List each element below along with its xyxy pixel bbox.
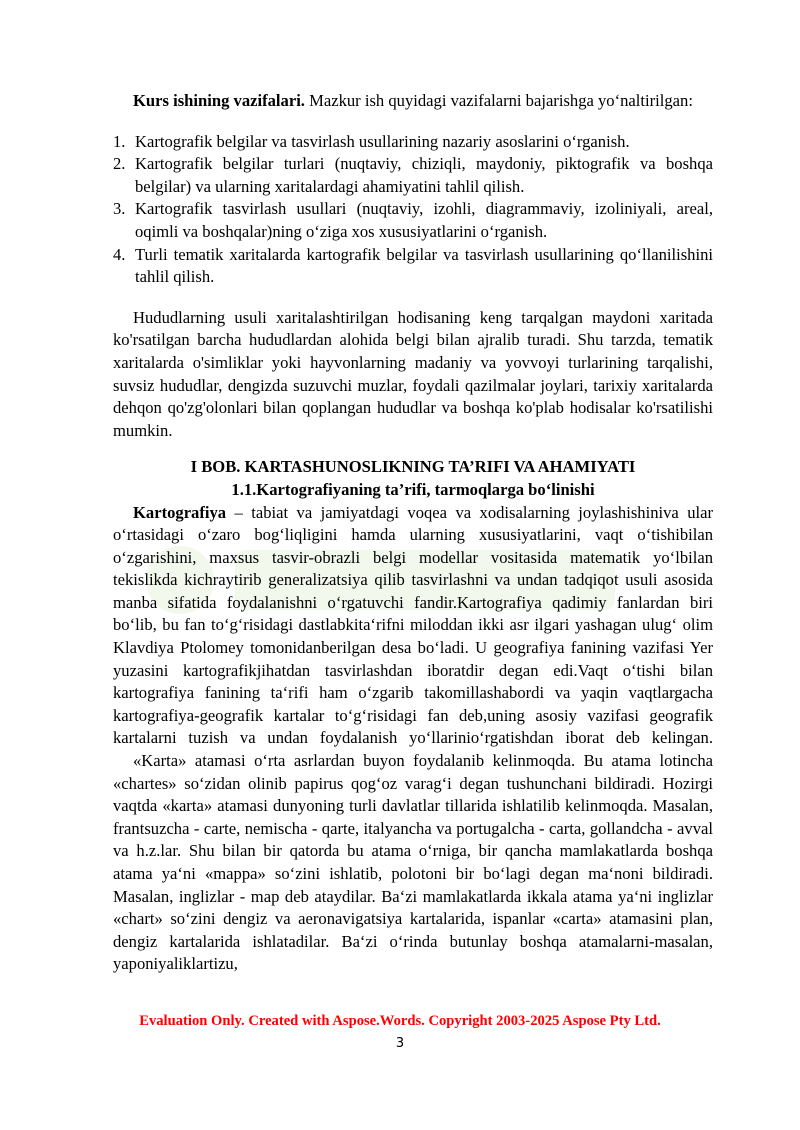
definition-term: Kartografiya: [133, 502, 227, 522]
evaluation-notice: Evaluation Only. Created with Aspose.Words. Copyright 2003-2025 Aspose Pty Ltd.: [139, 1013, 661, 1029]
tasks-intro-text: Mazkur ish quyidagi vazifalarni bajarishga yo‘naltirilgan:: [304, 91, 693, 110]
list-item-text: Kartografik tasvirlash usullari (nuqtaviy, izohli, diagrammaviy, izoliniyali, areal, oqimli va boshqalar)ning o‘ziga xos xususiyatlarini o‘rganish.: [135, 199, 713, 241]
list-item-text: Kartografik belgilar va tasvirlash usullarining nazariy asoslarini o‘rganish.: [135, 131, 630, 151]
tasks-list: [113, 131, 713, 289]
list-item: [113, 153, 713, 198]
list-item: [113, 244, 713, 289]
paragraph-karta: «Karta» atamasi o‘rta asrlardan buyon foydalanib kelinmoqda. Bu atama lotincha «chartes» so‘zidan olinib papirus qog‘oz varag‘i degan tushunchani bildiradi. Hozirgi vaqtda «karta» atamasi dunyoning turli davlatlar tillarida ishlatilib kelinmoqda. Masalan, frantsuzcha - carte, nemischa - qarte, italyancha va portugalcha - carta, gollandcha - avval va h.z.lar. Shu bilan bir qatorda bu atama o‘rniga, bir qancha mamlakatlarda boshqa atama ya‘ni «mappa» so‘zini ishlatib, polotoni bir bo‘lagi degan ma‘noni bildiradi. Masalan, inglizlar - map deb ataydilar. Ba‘zi mamlakatlarda ikkala atama ya‘ni inglizlar «chart» so‘zini dengiz va aeronavigatsiya kartalarida, ispanlar «carta» atamasini plan, dengiz kartalarida ishlatadilar. Ba‘zi o‘rinda butunlay boshqa atamalarni-masalan, yaponiyaliklartizu,: [113, 751, 713, 974]
paragraph-areas: Hududlarning usuli xaritalashtirilgan hodisaning keng tarqalgan maydoni xaritada ko'rsatilgan barcha hududlardan alohida belgi bilan ajralib turadi. Shu tarzda, tematik xaritalarda o'simliklar yoki hayvonlarning madaniy va yovvoyi turlarining tarqalishi, suvsiz hududlar, dengizda suzuvchi muzlar, foydali qazilmalar joylari, tarixiy xaritalarda dehqon qo'zg'olonlari bilan qoplangan hududlar va boshqa ko'plab hodisalar ko'rsatilishi mumkin.: [113, 307, 713, 440]
section-title: 1.1.Kartografiyaning ta’rifi, tarmoqlarga bo‘linishi: [231, 479, 595, 499]
chapter-title: I BOB. KARTASHUNOSLIKNING TA’RIFI VA AHAMIYATI: [190, 457, 636, 477]
list-item: [113, 131, 713, 154]
page-number: 3: [395, 1036, 405, 1051]
list-item-text: Turli tematik xaritalarda kartografik belgilar va tasvirlash usullarining qo‘llanilishini tahlil qilish.: [135, 244, 713, 287]
document-page: [113, 90, 713, 976]
tasks-intro: [113, 90, 713, 113]
list-item-text: Kartografik belgilar turlari (nuqtaviy, chiziqli, maydoniy, piktografik va boshqa belgilar) va ularning xaritalardagi ahamiyatini tahlil qilish.: [135, 154, 713, 196]
list-item-number: 4.: [113, 244, 126, 264]
list-item-number: 3.: [113, 199, 126, 219]
list-item-number: 2.: [113, 154, 126, 174]
tasks-heading: Kurs ishining vazifalari.: [133, 91, 305, 110]
list-item: [113, 198, 713, 243]
list-item-number: 1.: [113, 131, 126, 151]
paragraph-definition: [113, 502, 713, 751]
definition-text: – tabiat va jamiyatdagi voqea va xodisalarning joylashishiniva ular o‘rtasidagi o‘zaro bog‘liqligini hamda ularning xususiyatlarini, vaqt o‘tishibilan o‘zgarishini, maxsus tasvir-obrazli belgi modellar vositasida matematik yo‘lbilan tekislikda kichraytirib generalizatsiya qilib tasvirlashni va undan tadqiqot usuli asosida manba sifatida foydalanishni o‘rgatuvchi fandir.Kartografiya qadimiy fanlardan biri bo‘lib, bu fan to‘g‘risidagi dastlabkita‘rifni miloddan ikki asr ilgari yashagan ulug‘ olim Klavdiya Ptolomey tomonidanberilgan desa bo‘ladi. U geografiya fanining vazifasi Yer yuzasini kartografikjihatdan tasvirlashdan iboratdir degan edi.Vaqt o‘tishi bilan kartografiya fanining ta‘rifi ham o‘zgarib takomillashabordi va yaqin vaqtlargacha kartografiya-geografik kartalar to‘g‘risidagi fan deb,uning asosiy vazifasi geografik kartalarni tuzish va undan foydalanish yo‘llarinio‘rgatishdan iborat deb kelingan.: [113, 502, 713, 748]
